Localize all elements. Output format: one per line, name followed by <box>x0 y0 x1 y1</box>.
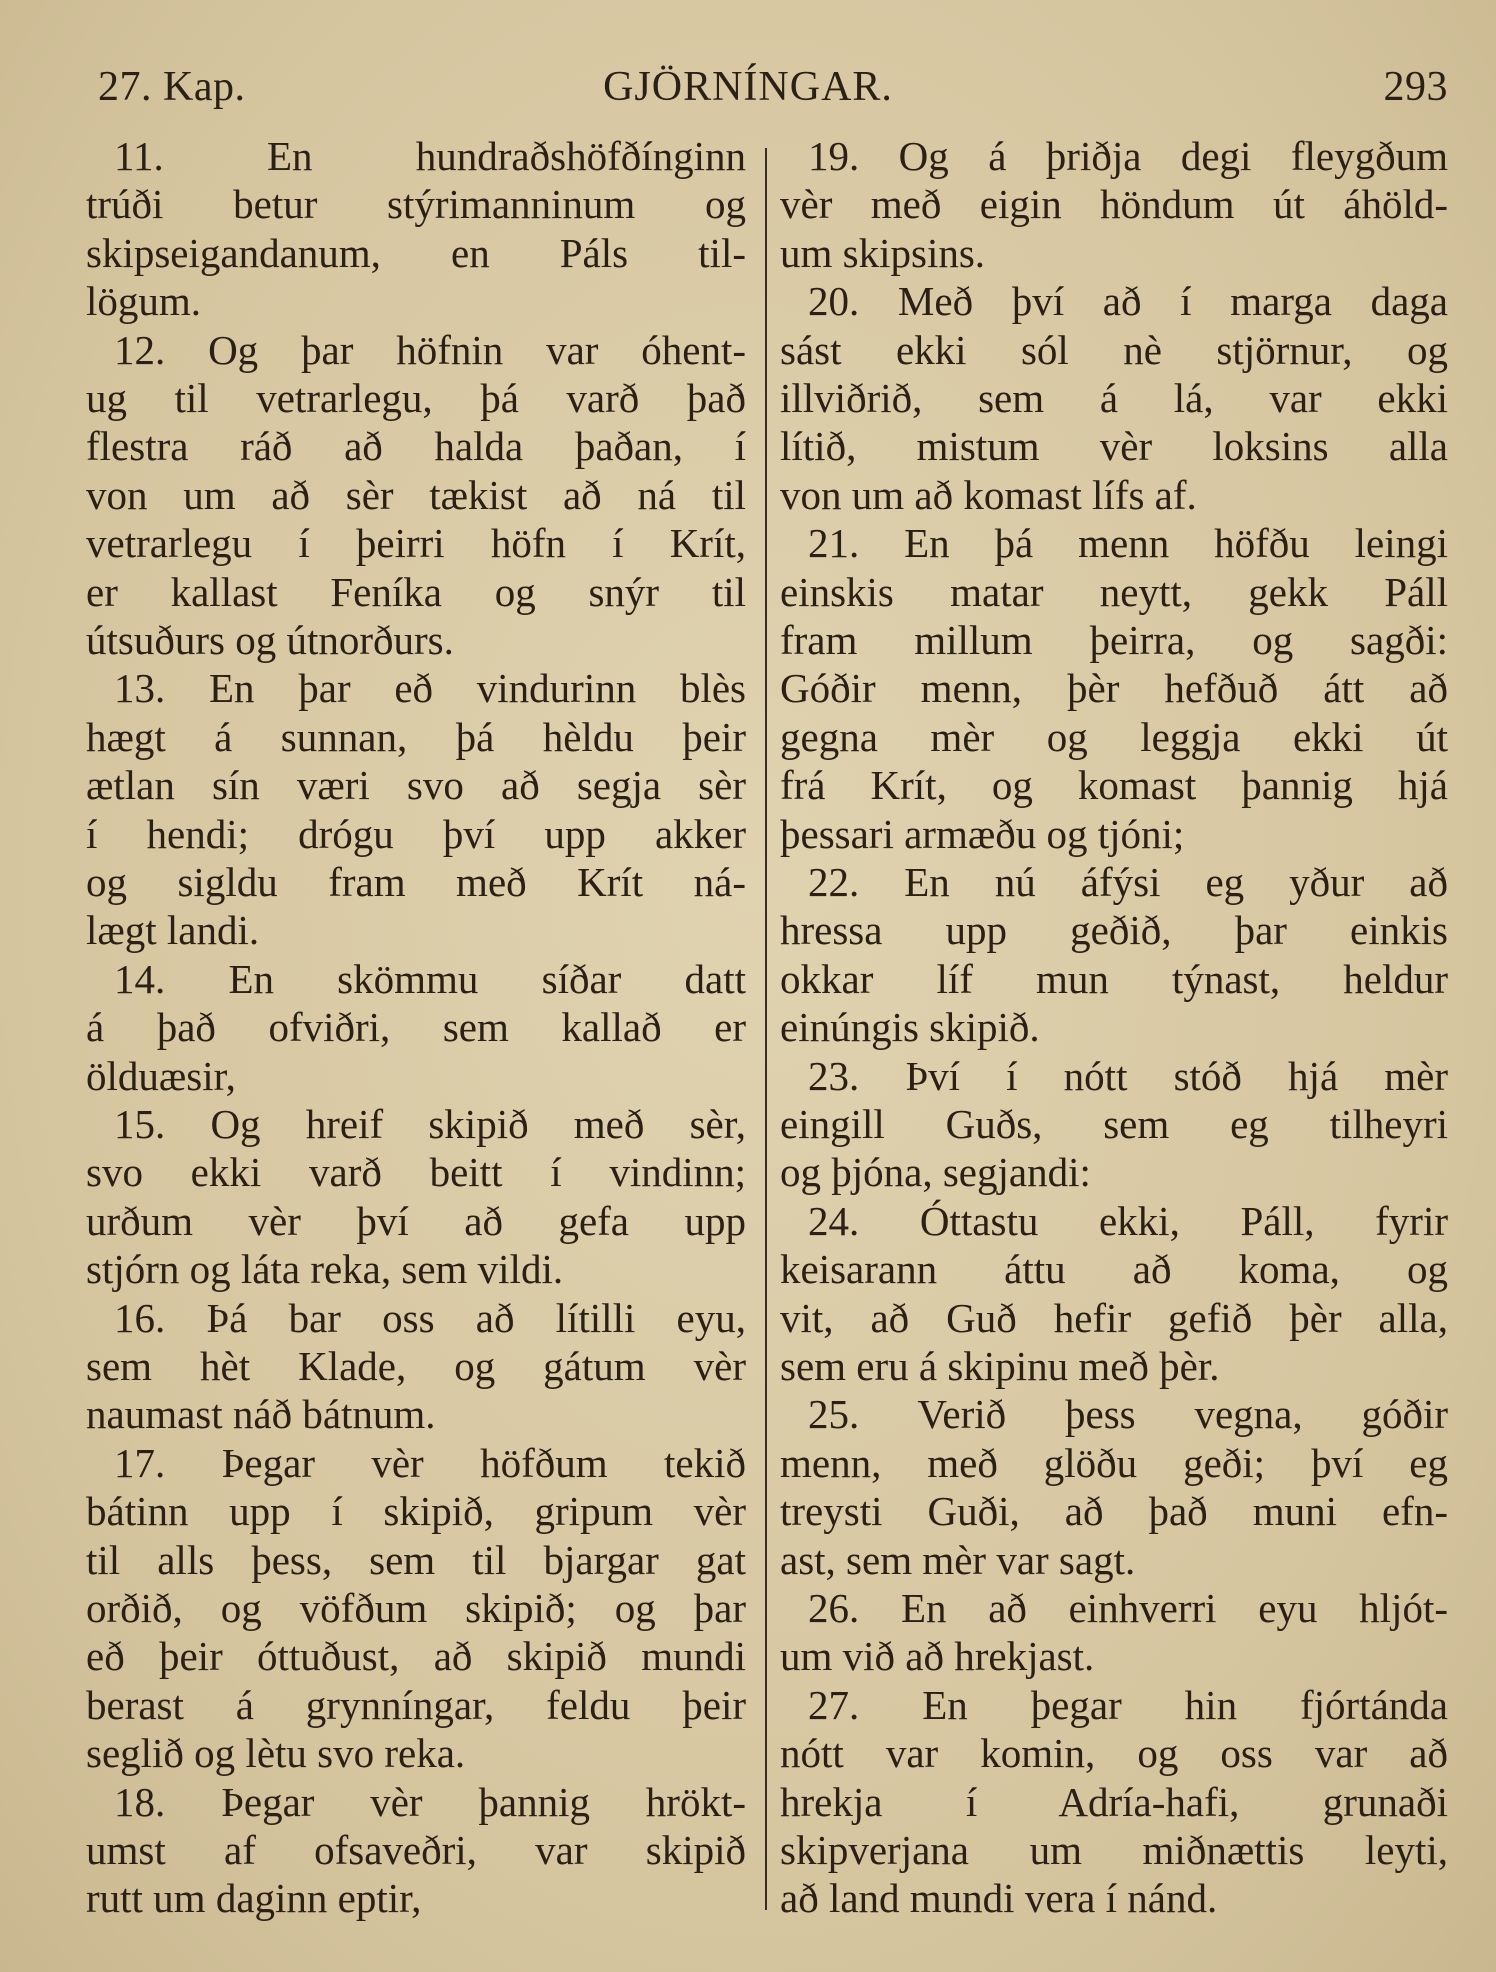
verse-line: lægt landi. <box>86 907 260 954</box>
verse-line: vit, að Guð hefir gefið þèr alla, <box>780 1294 1448 1341</box>
verse-start-line: 22. En nú áfýsi eg yður að <box>808 859 1448 905</box>
verse-line: eð þeir óttuðust, að skipið mundi <box>86 1633 746 1680</box>
verse-line: menn, með glöðu geði; því eg <box>780 1439 1448 1486</box>
verse-line: naumast náð bátnum. <box>86 1391 436 1438</box>
verse-line: hressa upp geðið, þar einkis <box>780 907 1448 954</box>
verse-start-line: 24. Óttastu ekki, Páll, fyrir <box>808 1197 1448 1244</box>
verse-line: sem eru á skipinu með þèr. <box>780 1343 1220 1389</box>
verse-line: rutt um daginn eptir, <box>86 1875 422 1922</box>
verse-line: trúði betur stýrimanninum og <box>86 181 746 228</box>
verse-line: frá Krít, og komast þannig hjá <box>780 762 1448 809</box>
verse-line: sást ekki sól nè stjörnur, og <box>780 326 1448 373</box>
verse-line: keisarann áttu að koma, og <box>780 1246 1448 1293</box>
verse-line: fram millum þeirra, og sagði: <box>780 617 1448 663</box>
verse-line: er kallast Feníka og snýr til <box>86 568 746 615</box>
verse-line: urðum vèr því að gefa upp <box>86 1197 746 1244</box>
verse-start-line: 12. Og þar höfnin var óhent- <box>114 326 746 373</box>
verse-line: von um að sèr tækist að ná til <box>86 471 746 518</box>
verse-start-line: 17. Þegar vèr höfðum tekið <box>114 1439 746 1486</box>
verse-line: nótt var komin, og oss var að <box>780 1730 1448 1777</box>
verse-line: ast, sem mèr var sagt. <box>780 1536 1136 1583</box>
verse-line: svo ekki varð beitt í vindinn; <box>86 1149 746 1196</box>
verse-line: og sigldu fram með Krít ná- <box>86 859 746 905</box>
verse-line: lögum. <box>86 278 202 325</box>
verse-line: bátinn upp í skipið, gripum vèr <box>86 1488 746 1535</box>
verse-line: um skipsins. <box>780 229 986 276</box>
verse-line: Góðir menn, þèr hefðuð átt að <box>780 665 1448 712</box>
verse-line: um við að hrekjast. <box>780 1633 1095 1680</box>
verse-start-line: 21. En þá menn höfðu leingi <box>808 520 1448 567</box>
verse-line: að land mundi vera í nánd. <box>780 1875 1218 1922</box>
verse-line: okkar líf mun týnast, heldur <box>780 955 1448 1002</box>
verse-line: vetrarlegu í þeirri höfn í Krít, <box>86 520 746 567</box>
verse-start-line: 18. Þegar vèr þannig hrökt- <box>114 1778 746 1825</box>
verse-start-line: 11. En hundraðshöfðínginn <box>114 133 746 179</box>
verse-line: orðið, og vöfðum skipið; og þar <box>86 1585 746 1631</box>
page-number: 293 <box>1383 64 1448 110</box>
verse-start-line: 20. Með því að í marga daga <box>808 278 1448 325</box>
verse-line: hrekja í Adría-hafi, grunaði <box>780 1778 1448 1825</box>
verse-line: stjórn og láta reka, sem vildi. <box>86 1246 564 1293</box>
verse-start-line: 23. Því í nótt stóð hjá mèr <box>808 1052 1448 1099</box>
verse-start-line: 13. En þar eð vindurinn blès <box>114 665 746 712</box>
verse-line: einskis matar neytt, gekk Páll <box>780 568 1448 615</box>
verse-line: treysti Guði, að það muni efn- <box>780 1488 1448 1535</box>
verse-line: og þjóna, segjandi: <box>780 1149 1091 1196</box>
verse-start-line: 16. Þá bar oss að lítilli eyu, <box>114 1294 746 1341</box>
verse-start-line: 26. En að einhverri eyu hljót- <box>808 1585 1448 1631</box>
verse-line: hægt á sunnan, þá hèldu þeir <box>86 713 746 760</box>
running-title: GJÖRNÍNGAR. <box>603 64 893 110</box>
verse-start-line: 15. Og hreif skipið með sèr, <box>114 1101 746 1147</box>
column-divider <box>765 148 767 1910</box>
verse-line: skipverjana um miðnættis leyti, <box>780 1827 1448 1873</box>
verse-line: sem hèt Klade, og gátum vèr <box>86 1343 746 1389</box>
verse-line: einúngis skipið. <box>780 1004 1040 1051</box>
verse-line: seglið og lètu svo reka. <box>86 1730 466 1777</box>
verse-line: í hendi; drógu því upp akker <box>86 810 746 857</box>
verse-line: lítið, mistum vèr loksins alla <box>780 423 1448 470</box>
verse-line: ætlan sín væri svo að segja sèr <box>86 762 746 809</box>
verse-line: ug til vetrarlegu, þá varð það <box>86 375 746 421</box>
verse-line: þessari armæðu og tjóni; <box>780 810 1185 857</box>
verse-line: vèr með eigin höndum út áhöld- <box>780 181 1448 228</box>
verse-start-line: 27. En þegar hin fjórtánda <box>808 1681 1448 1728</box>
verse-line: til alls þess, sem til bjargar gat <box>86 1536 746 1583</box>
verse-line: útsuðurs og útnorðurs. <box>86 617 454 663</box>
chapter-heading: 27. Kap. <box>98 64 246 110</box>
verse-line: ölduæsir, <box>86 1052 236 1099</box>
verse-line: skipseigandanum, en Páls til- <box>86 229 746 276</box>
verse-line: berast á grynníngar, feldu þeir <box>86 1681 746 1728</box>
verse-start-line: 14. En skömmu síðar datt <box>114 955 746 1002</box>
verse-line: umst af ofsaveðri, var skipið <box>86 1827 746 1873</box>
verse-start-line: 19. Og á þriðja degi fleygðum <box>808 133 1448 179</box>
verse-line: illviðrið, sem á lá, var ekki <box>780 375 1448 421</box>
verse-line: von um að komast lífs af. <box>780 471 1197 518</box>
verse-line: gegna mèr og leggja ekki út <box>780 713 1448 760</box>
verse-line: á það ofviðri, sem kallað er <box>86 1004 746 1051</box>
verse-line: eingill Guðs, sem eg tilheyri <box>780 1101 1448 1147</box>
verse-line: flestra ráð að halda þaðan, í <box>86 423 746 470</box>
verse-start-line: 25. Verið þess vegna, góðir <box>808 1391 1448 1438</box>
